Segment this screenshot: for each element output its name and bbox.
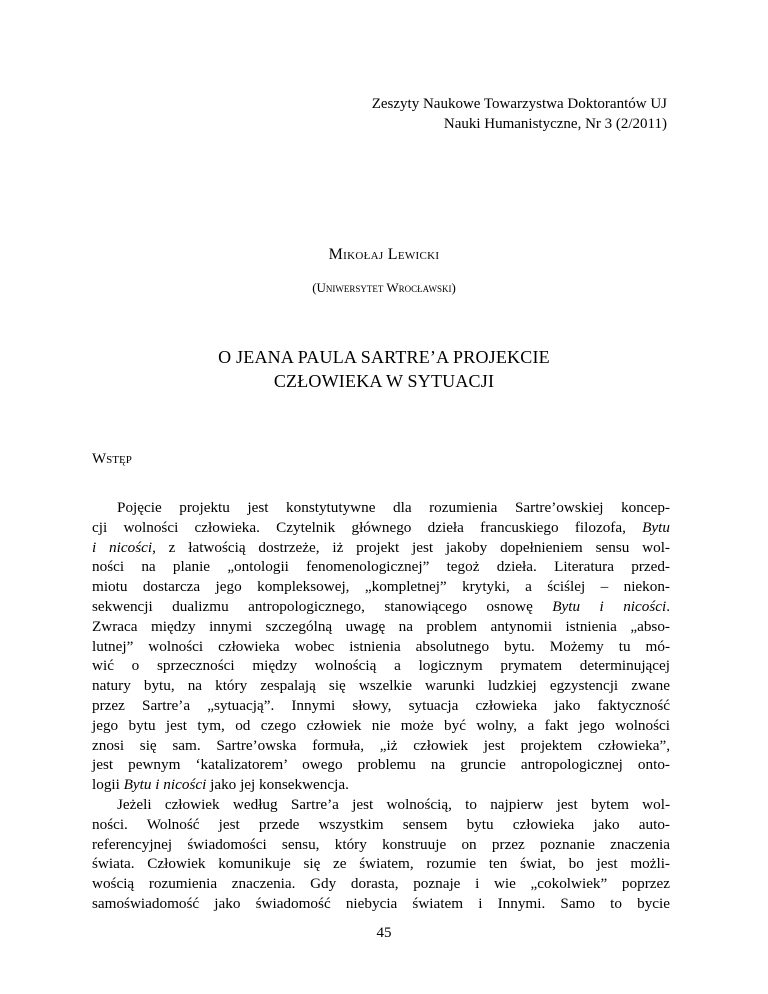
text-line: znosi się sam. Sartre’owska formuła, „iż człowiek jest projektem człowieka”,: [92, 736, 670, 754]
text-line: Zwraca między innymi szczególną uwagę na problem antynomii istnienia „abso-: [92, 617, 670, 635]
article-title-line-1: O JEANA PAULA SARTRE’A PROJEKCIE: [218, 347, 550, 367]
text-line: wić o sprzeczności między wolnością a logicznym prymatem determinującej: [92, 657, 670, 675]
text-line: Pojęcie projektu jest konstytutywne dla rozumienia Sartre’owskiej koncep-: [117, 499, 670, 516]
italic-term: i nicości: [92, 538, 153, 556]
italic-term: Bytu i nicości: [552, 597, 667, 615]
text-line: miotu dostarcza jego kompleksowej, „kompletnej” krytyki, a ściślej – niekon-: [92, 578, 670, 596]
journal-issue: Nauki Humanistyczne, Nr 3 (2/2011): [443, 116, 667, 132]
section-heading: Wstęp: [92, 451, 132, 467]
text-line: ności na planie „ontologii fenomenologicznej” tegoż dzieła. Literatura przed-: [92, 558, 670, 576]
text-line: cji wolności człowieka. Czytelnik głównego dzieła francuskiego filozofa, Bytu: [92, 518, 670, 536]
paragraph-1: [92, 498, 670, 795]
text-line: jest pewnym ‘katalizatorem’ owego problemu na gruncie antropologicznej onto-: [92, 756, 670, 774]
text-line: logii Bytu i nicości jako jej konsekwencja.: [92, 776, 349, 794]
paragraph-2: [92, 795, 670, 914]
text-line: lutnej” wolności człowieka wobec istnienia absolutnego bytu. Możemy tu mó-: [92, 637, 670, 655]
text-line: przez Sartre’a „sytuacją”. Innymi słowy, sytuacja człowieka jako faktyczność: [92, 696, 670, 714]
author-affiliation: (Uniwersytet Wrocławski): [312, 280, 456, 295]
italic-term: Bytu: [642, 518, 670, 536]
page-number: 45: [376, 925, 392, 941]
text-line: jego bytu jest tym, od czego człowiek nie może być wolny, a fakt jego wolności: [92, 716, 670, 734]
text-line: Jeżeli człowiek według Sartre’a jest wolnością, to najpierw jest bytem wol-: [117, 795, 670, 813]
article-title-line-2: CZŁOWIEKA W SYTUACJI: [273, 371, 495, 391]
text-line: referencyjnej świadomości sensu, który konstruuje on przez poznanie znaczenia: [92, 835, 670, 853]
italic-term: Bytu i nicości: [123, 776, 207, 794]
text-line: świata. Człowiek komunikuje się ze światem, rozumie ten świat, bo jest możli-: [92, 855, 670, 873]
article-body: [92, 498, 670, 914]
journal-name: Zeszyty Naukowe Towarzystwa Doktorantów UJ: [371, 96, 667, 112]
journal-header: [372, 94, 667, 134]
text-line: natury bytu, na który zespalają się wszelkie warunki ludzkiej egzystencji zwane: [92, 677, 670, 695]
author-name: Mikołaj Lewicki: [328, 246, 440, 263]
text-line: i nicości, z łatwością dostrzeże, iż projekt jest jakoby dopełnieniem sensu wol-: [92, 538, 670, 556]
article-title: [0, 345, 768, 393]
text-line: samoświadomość jako świadomość niebycia światem i Innymi. Samo to bycie: [92, 894, 670, 912]
text-line: sekwencji dualizmu antropologicznego, stanowiącego osnowę Bytu i nicości.: [92, 597, 671, 615]
text-line: ności. Wolność jest przede wszystkim sensem bytu człowieka jako auto-: [92, 815, 670, 833]
text-line: wością rozumienia znaczenia. Gdy dorasta, poznaje i wie „cokolwiek” poprzez: [92, 875, 670, 893]
